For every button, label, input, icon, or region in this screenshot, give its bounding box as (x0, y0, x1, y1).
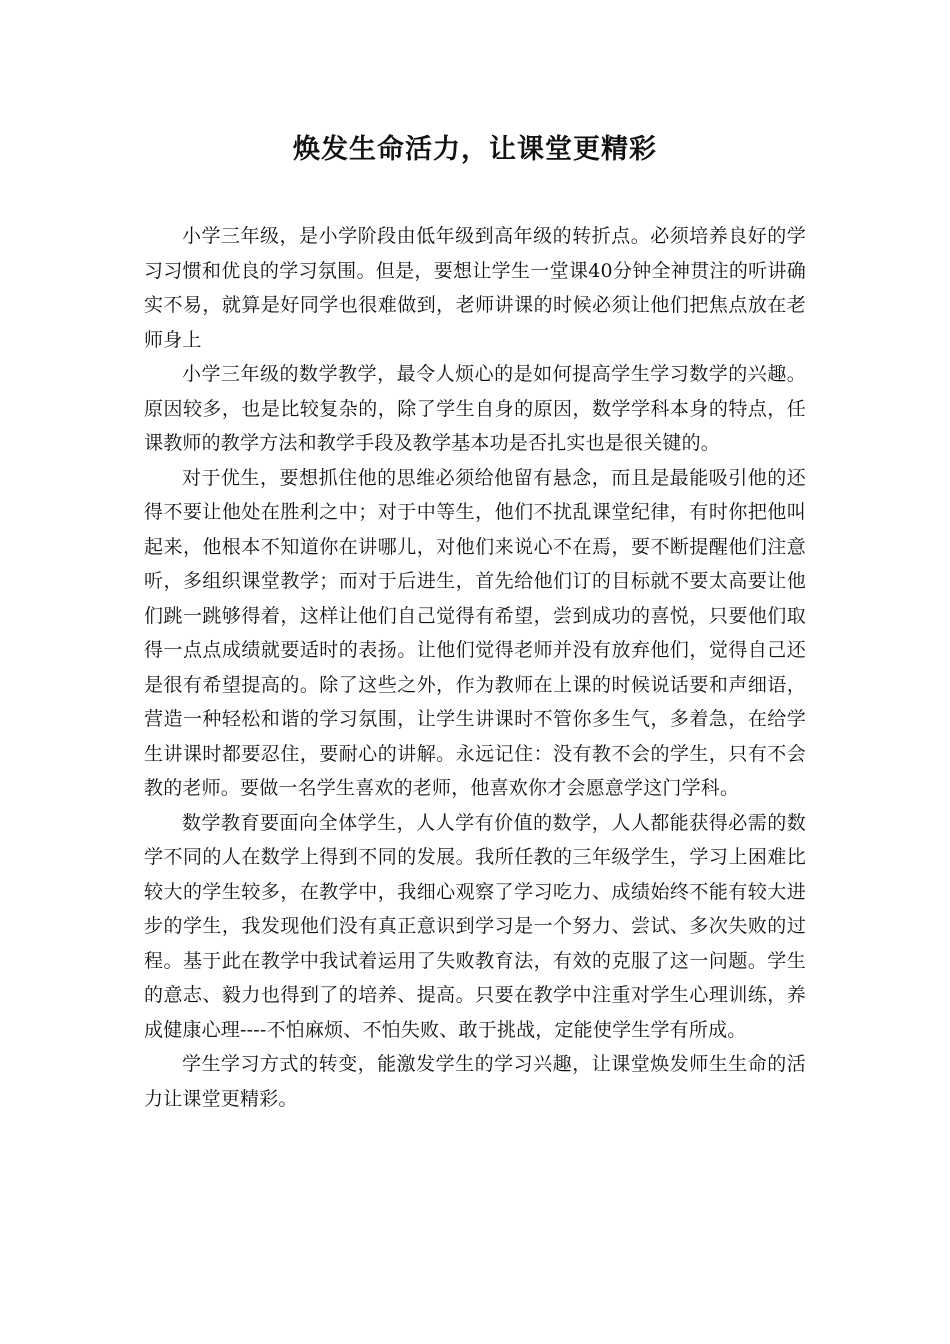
paragraph: 学生学习方式的转变，能激发学生的学习兴趣，让课堂焕发师生生命的活力让课堂更精彩。 (144, 1053, 806, 1110)
document-body (144, 219, 806, 1116)
paragraph: 小学三年级，是小学阶段由低年级到高年级的转折点。必须培养良好的学习习惯和优良的学习氛围。但是，要想让学生一堂课40分钟全神贯注的听讲确实不易，就算是好同学也很难做到，老师讲课的时候必须让他们把焦点放在老师身上 (144, 225, 806, 351)
paragraph: 小学三年级的数学教学，最令人烦心的是如何提高学生学习数学的兴趣。原因较多，也是比较复杂的，除了学生自身的原因，数学学科本身的特点，任课教师的教学方法和教学手段及教学基本功是否扎实也是很关键的。 (144, 363, 806, 454)
document-title: 焕发生命活力，让课堂更精彩 (293, 134, 657, 165)
paragraph: 数学教育要面向全体学生，人人学有价值的数学，人人都能获得必需的数学不同的人在数学上得到不同的发展。我所任教的三年级学生，学习上困难比较大的学生较多，在教学中，我细心观察了学习吃力、成绩始终不能有较大进步的学生，我发现他们没有真正意识到学习是一个努力、尝试、多次失败的过程。基于此在教学中我试着运用了失败教育法，有效的克服了这一问题。学生的意志、毅力也得到了的培养、提高。只要在教学中注重对学生心理训练，养成健康心理----不怕麻烦、不怕失败、敢于挑战，定能使学生学有所成。 (144, 811, 806, 1041)
paragraph: 对于优生，要想抓住他的思维必须给他留有悬念，而且是最能吸引他的还得不要让他处在胜利之中；对于中等生，他们不扰乱课堂纪律，有时你把他叫起来，他根本不知道你在讲哪儿，对他们来说心不在焉，要不断提醒他们注意听，多组织课堂教学；而对于后进生，首先给他们订的目标就不要太高要让他们跳一跳够得着，这样让他们自己觉得有希望，尝到成功的喜悦，只要他们取得一点点成绩就要适时的表扬。让他们觉得老师并没有放弃他们，觉得自己还是很有希望提高的。除了这些之外，作为教师在上课的时候说话要和声细语，营造一种轻松和谐的学习氛围，让学生讲课时不管你多生气，多着急，在给学生讲课时都要忍住，要耐心的讲解。永远记住：没有教不会的学生，只有不会教的老师。要做一名学生喜欢的老师，他喜欢你才会愿意学这门学科。 (144, 466, 806, 799)
